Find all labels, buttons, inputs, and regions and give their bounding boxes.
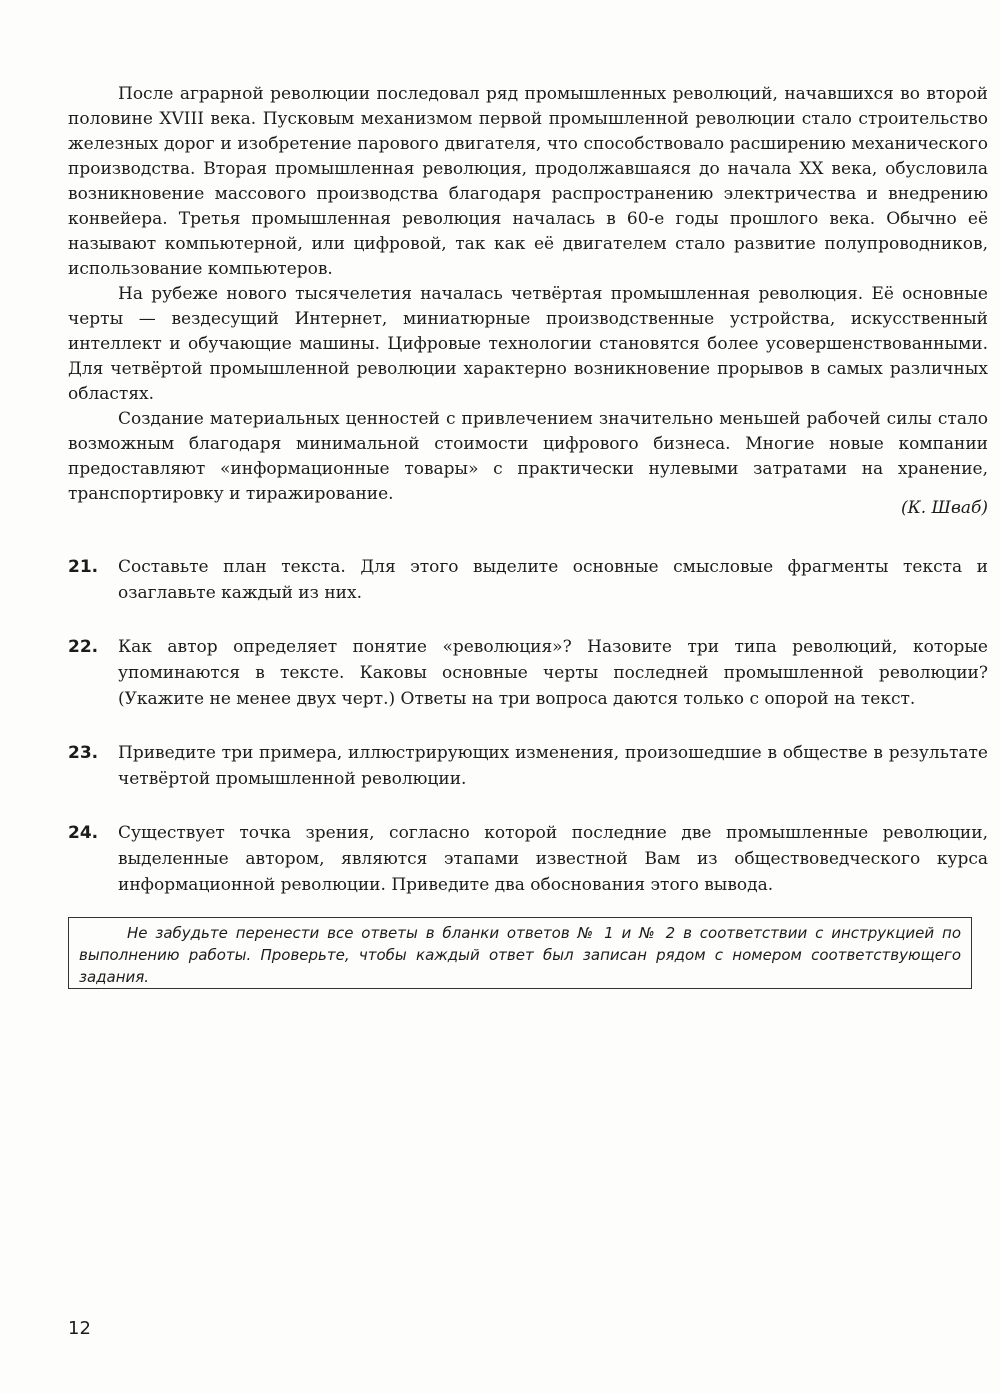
task-number: 22. [68, 637, 99, 657]
task-text: Приведите три примера, иллюстрирующих изменения, произошедшие в обществе в результате четвёртой промышленной революции. [118, 743, 988, 789]
task-text: Существует точка зрения, согласно которой последние две промышленные революции, выделенные автором, являются этапами известной Вам из обществоведческого курса информационной революции. Приведите два обоснования этого вывода. [118, 823, 988, 895]
task-number: 24. [68, 823, 99, 843]
task-text: Как автор определяет понятие «революция»? Назовите три типа революций, которые упоминаются в тексте. Каковы основные черты последней промышленной революции? (Укажите не менее двух черт.) Ответы на три вопроса даются только с опорой на текст. [118, 637, 988, 709]
text-paragraph-3: Создание материальных ценностей с привлечением значительно меньшей рабочей силы стало возможным благодаря минимальной стоимости цифрового бизнеса. Многие новые компании предоставляют «информационные товары» с практически нулевыми затратами на хранение, транспортировку и тиражирование. [68, 409, 988, 504]
task-21 [68, 554, 988, 606]
task-23 [68, 740, 988, 792]
text-paragraph-1: После аграрной революции последовал ряд промышленных революций, начавшихся во второй половине XVIII века. Пусковым механизмом первой промышленной революции стало строительство железных дорог и изобретение парового двигателя, что способствовало расширению механического производства. Вторая промышленная революция, продолжавшаяся до начала XX века, обусловила возникновение массового производства благодаря распространению электричества и внедрению конвейера. Третья промышленная революция началась в 60-е годы прошлого века. Обычно её называют компьютерной, или цифровой, так как её двигателем стало развитие полупроводников, использование компьютеров. [68, 84, 988, 279]
task-number: 21. [68, 557, 99, 577]
task-text: Составьте план текста. Для этого выделите основные смысловые фрагменты текста и озаглавьте каждый из них. [118, 557, 988, 603]
task-22 [68, 634, 988, 712]
task-24 [68, 820, 988, 898]
text-paragraph-2: На рубеже нового тысячелетия началась четвёртая промышленная революция. Её основные черты — вездесущий Интернет, миниатюрные производственные устройства, искусственный интеллект и обучающие машины. Цифровые технологии становятся более усовершенствованными. Для четвёртой промышленной революции характерно возникновение прорывов в самых различных областях. [68, 284, 988, 404]
source-text [68, 82, 988, 507]
answer-transfer-note: Не забудьте перенести все ответы в бланки ответов № 1 и № 2 в соответствии с инструкцией по выполнению работы. Проверьте, чтобы каждый ответ был записан рядом с номером соответствующего задания. [68, 917, 972, 989]
page-number: 12 [68, 1318, 91, 1339]
task-number: 23. [68, 743, 99, 763]
author-attribution: (К. Шваб) [900, 498, 988, 518]
